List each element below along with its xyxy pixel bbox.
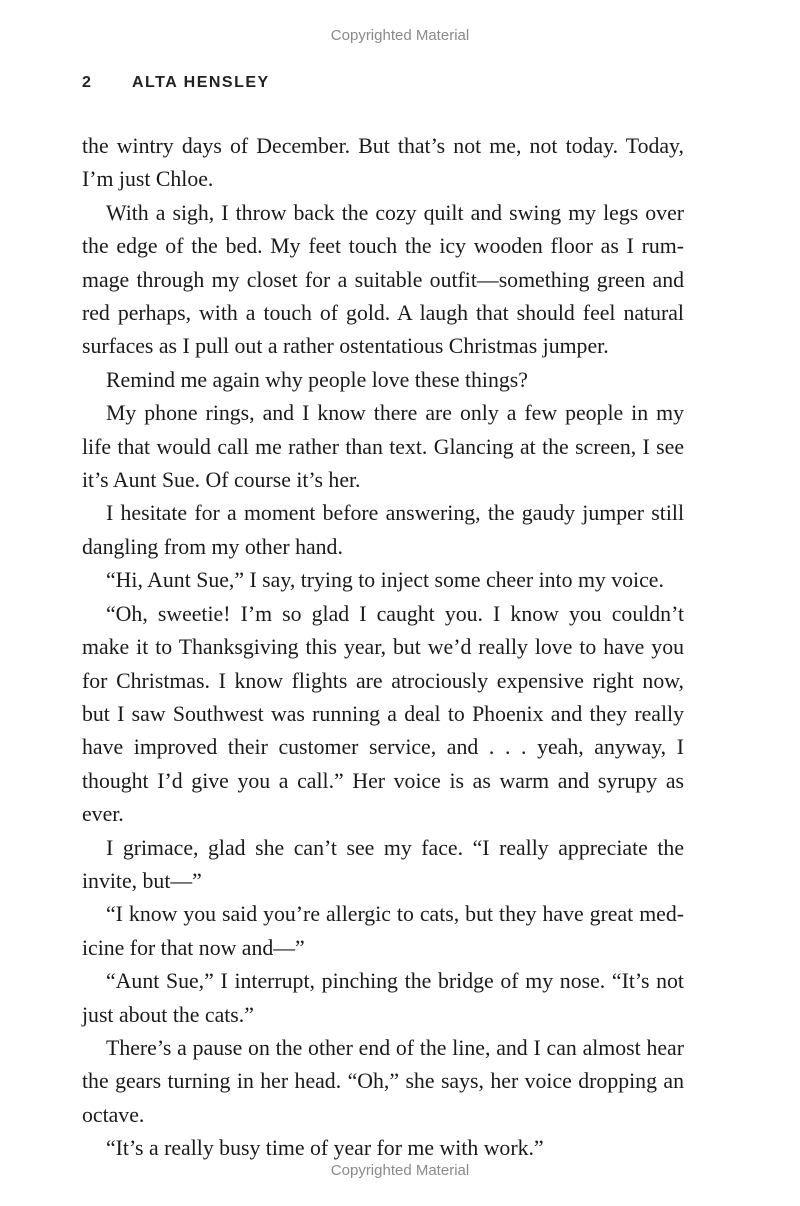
paragraph: “Aunt Sue,” I interrupt, pinching the bridge of my nose. “It’s not just about the cats.” (82, 969, 684, 1027)
paragraph: “Oh, sweetie! I’m so glad I caught you. I know you couldn’t make it to Thanksgiving this year, but we’d really love to have you for Christmas. I know flights are atrociously expensive right now, but I saw Southwest was running a deal to Phoenix and they really have improved their customer service, and . . . yeah, anyway, I thought I’d give you a call.” Her voice is as warm and syrupy as ever. (82, 601, 684, 827)
page-number: 2 (82, 74, 93, 91)
paragraph: My phone rings, and I know there are only a few people in my life that would call me rather than text. Glancing at the screen, I see it’s Aunt Sue. Of course it’s her. (82, 401, 684, 493)
paragraph: I grimace, glad she can’t see my face. “I really appreciate the invite, but—” (82, 835, 684, 893)
paragraph: the wintry days of December. But that’s not me, not today. Today, I’m just Chloe. (82, 134, 684, 192)
body-text (82, 130, 684, 1166)
running-header (82, 74, 270, 92)
paragraph: I hesitate for a moment before answering, the gaudy jumper still dangling from my other hand. (82, 501, 684, 559)
paragraph: “Hi, Aunt Sue,” I say, trying to inject some cheer into my voice. (106, 568, 664, 593)
author-name: ALTA HENSLEY (132, 74, 270, 91)
paragraph: Remind me again why people love these things? (106, 367, 528, 392)
copyright-watermark-bottom: Copyrighted Material (330, 1162, 470, 1179)
paragraph: There’s a pause on the other end of the line, and I can almost hear the gears turning in her head. “Oh,” she says, her voice dropping an octave. (82, 1035, 684, 1127)
paragraph: “It’s a really busy time of year for me with work.” (106, 1136, 544, 1161)
paragraph: “I know you said you’re allergic to cats, but they have great medicine for that now and—” (82, 902, 684, 960)
copyright-watermark-top: Copyrighted Material (330, 27, 470, 44)
paragraph: With a sigh, I throw back the cozy quilt and swing my legs over the edge of the bed. My feet touch the icy wooden floor as I rummage through my closet for a suitable outfit—something green and red perhaps, with a touch of gold. A laugh that should feel natural surfaces as I pull out a rather ostentatious Christmas jumper. (82, 200, 684, 359)
